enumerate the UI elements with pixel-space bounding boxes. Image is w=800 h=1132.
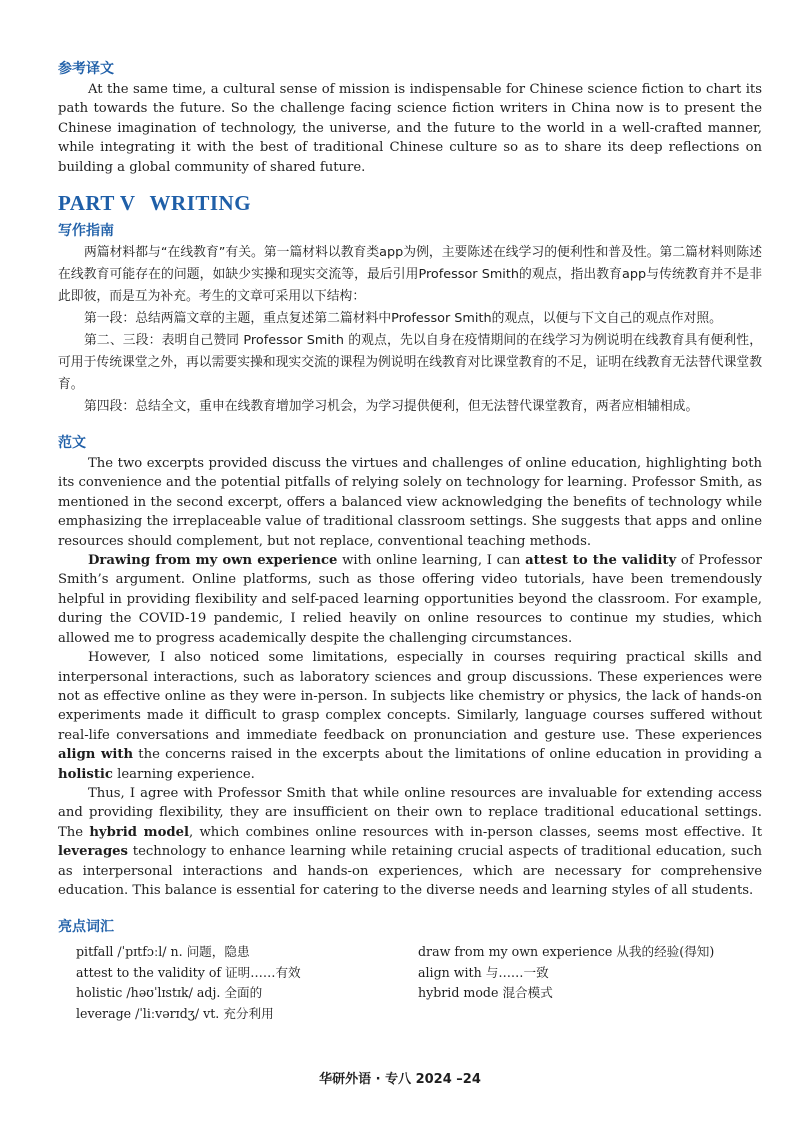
guide-para4: 第四段：总结全文，重申在线教育增加学习机会，为学习提供便利，但无法替代课堂教育，两者应相辅相成。 — [84, 399, 699, 415]
vocab-item: align with 与……一致 — [418, 964, 549, 980]
essay-text: Thus, I agree with Professor Smith that while online resources are invaluable for extending access and providing flexibility, they are insufficient on their own to replace traditional educational settings. The — [58, 785, 762, 840]
essay-paragraph-4 — [58, 784, 762, 900]
guide-para1: 第一段：总结两篇文章的主题，重点复述第二篇材料中Professor Smith的观点，以便与下文自己的观点作对照。 — [84, 311, 722, 327]
vocab-item: draw from my own experience 从我的经验(得知) — [418, 944, 715, 960]
phrase-draw-from: Drawing from my own experience — [88, 553, 338, 569]
page-content — [58, 58, 762, 1024]
vocab-column-right — [406, 942, 748, 1024]
vocab-item: pitfall /ˈpɪtfɔːl/ n. 问题，隐患 — [76, 944, 250, 960]
vocab-item: attest to the validity of 证明……有效 — [76, 964, 301, 980]
essay-text: , which combines online resources with in-person classes, seems most effective. It — [189, 824, 762, 840]
phrase-align-with: align with — [58, 747, 134, 763]
reference-translation-text: At the same time, a cultural sense of mission is indispensable for Chinese science fiction to chart its path towards the future. So the challenge facing science fiction writers in China now is to present the Chinese imagination of technology, the universe, and the future to the world in a well-crafted manner, while integrating it with the best of traditional Chinese culture so as to share its deep reflections on building a global community of shared future. — [58, 82, 762, 175]
phrase-leverages: leverages — [58, 844, 128, 860]
essay-text: technology to enhance learning while retaining crucial aspects of traditional education, such as interpersonal interactions and hands-on experiences, which are necessary for comprehensive education. This balance is essential for catering to the diverse needs and learning styles of all students. — [58, 844, 762, 898]
phrase-hybrid-model: hybrid model — [89, 824, 190, 840]
essay-paragraph-2 — [58, 551, 762, 648]
model-essay-heading: 范文 — [58, 435, 86, 452]
part-number: PART V — [58, 191, 136, 216]
phrase-holistic: holistic — [58, 766, 113, 782]
essay-text: the concerns raised in the excerpts about the limitations of online education in providing a — [133, 747, 762, 763]
vocab-heading: 亮点词汇 — [58, 919, 114, 936]
vocab-item: holistic /həʊˈlɪstɪk/ adj. 全面的 — [76, 985, 263, 1001]
writing-guide-heading: 写作指南 — [58, 223, 114, 240]
guide-para23: 第二、三段：表明自己赞同 Professor Smith 的观点，先以自身在疫情期间的在线学习为例说明在线教育具有便利性，可用于传统课堂之外，再以需要实操和现实交流的课程为例说明在线教育对比课堂教育的不足，证明在线教育无法替代课堂教育。 — [58, 333, 762, 393]
vocab-item: hybrid mode 混合模式 — [418, 985, 553, 1001]
guide-intro: 两篇材料都与“在线教育”有关。第一篇材料以教育类app为例，主要陈述在线学习的便利性和普及性。第二篇材料则陈述在线教育可能存在的问题，如缺少实操和现实交流等，最后引用Professor Smith的观点，指出教育app与传统教育并不是非此即彼，而是互为补充。考生的文章可采用以下结构： — [58, 245, 762, 305]
vocab-list — [58, 942, 762, 1024]
essay-paragraph-1: The two excerpts provided discuss the virtues and challenges of online education, highlighting both its convenience and the potential pitfalls of relying solely on technology for learning. Professor Smith, as mentioned in the second excerpt, offers a balanced view acknowledging the benefits of technology while emphasizing the irreplaceable value of traditional classroom settings. She suggests that apps and online resources should complement, but not replace, conventional teaching methods. — [58, 456, 762, 549]
essay-text: with online learning, I can — [337, 553, 526, 569]
essay-text: However, I also noticed some limitations, especially in courses requiring practical skills and interpersonal interactions, such as laboratory sciences and group discussions. These experiences were not as effective online as they were in-person. In subjects like chemistry or physics, the lack of hands-on experiments made it difficult to grasp complex concepts. Similarly, language courses suffered without real-life conversations and immediate feedback on pronunciation and gesture use. These experiences — [58, 650, 762, 743]
essay-text: of Professor Smith’s argument. Online platforms, such as those offering video tutorials, have been tremendously helpful in providing flexibility and self-paced learning opportunities beyond the classroom. For example, during the COVID-19 pandemic, I relied heavily on online resources to continue my studies, which allowed me to progress academically despite the challenging circumstances. — [58, 553, 762, 646]
vocab-column-left — [58, 942, 406, 1024]
part-title — [58, 191, 762, 216]
reference-translation-heading: 参考译文 — [58, 61, 114, 77]
essay-text: learning experience. — [112, 766, 255, 782]
part-name: WRITING — [149, 191, 252, 216]
essay-paragraph-3 — [58, 648, 762, 784]
page-footer: 华研外语 · 专八 2024 –24 — [319, 1072, 481, 1087]
vocab-item: leverage /ˈliːvərɪdʒ/ vt. 充分利用 — [76, 1005, 274, 1021]
phrase-attest: attest to the validity — [525, 553, 677, 569]
